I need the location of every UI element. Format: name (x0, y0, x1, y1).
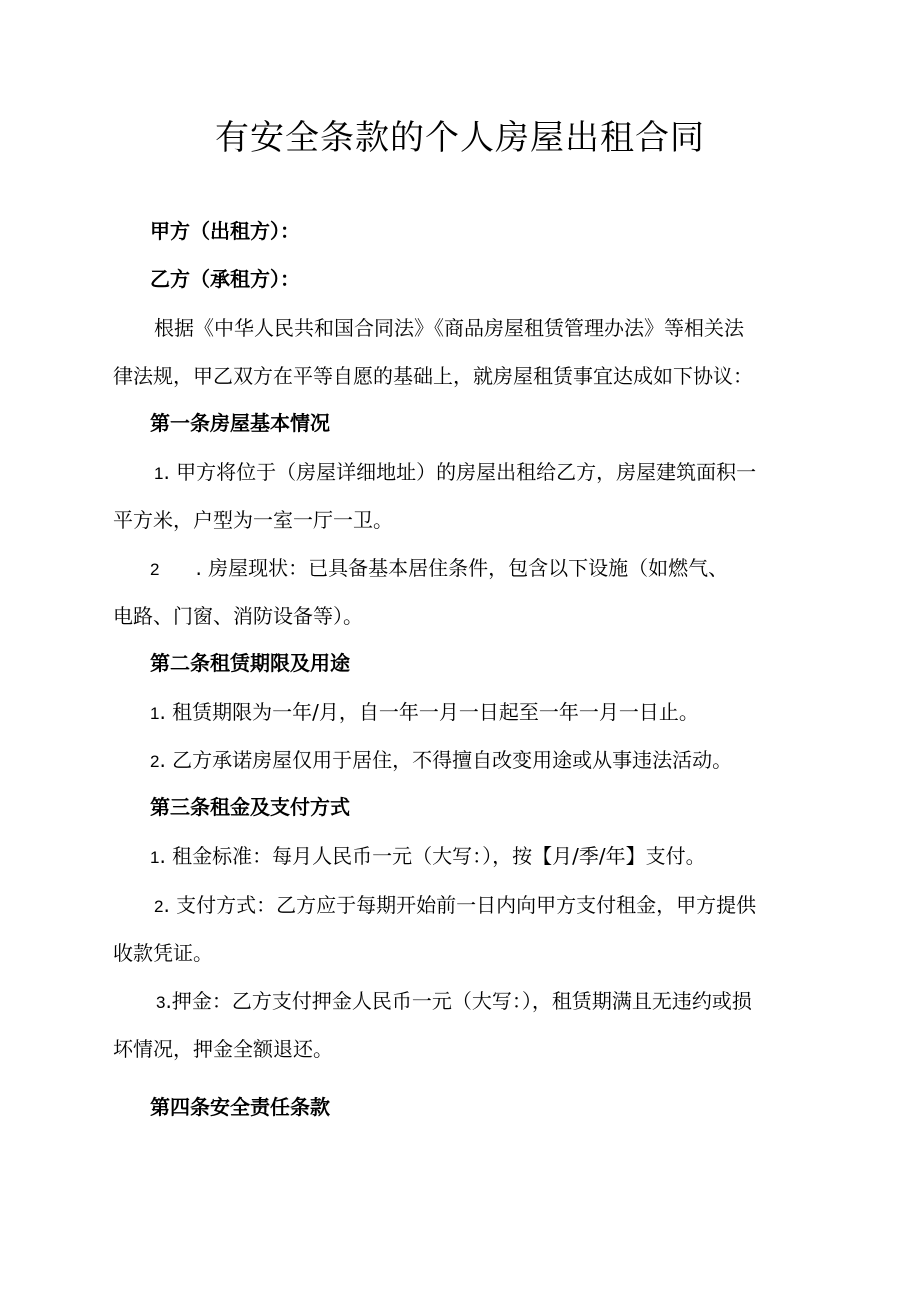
article-1-item-2-continued: 电路、门窗、消防设备等）。 (113, 604, 363, 628)
item-text: . 租赁期限为一年/月，自一年一月一日起至一年一月一日止。 (159, 700, 699, 724)
article-1-item-1-continued: 平方米，户型为一室一厅一卫。 (113, 508, 393, 532)
item-number: 1 (150, 848, 160, 867)
article-1-item-1 (154, 457, 756, 489)
article-1-item-2 (150, 553, 728, 585)
document-title: 有安全条款的个人房屋出租合同 (215, 118, 705, 158)
article-3-item-1 (150, 841, 706, 873)
article-2-item-1 (150, 697, 699, 729)
item-text: . 房屋现状：已具备基本居住条件，包含以下设施（如燃气、 (195, 556, 729, 580)
item-text: . 乙方承诺房屋仅用于居住，不得擅自改变用途或从事违法活动。 (159, 748, 733, 772)
item-number: 2 (154, 897, 164, 916)
article-3-item-3-continued: 坏情况，押金全额退还。 (113, 1037, 333, 1061)
article-3-item-2 (154, 890, 756, 922)
article-4-heading: 第四条安全责任条款 (150, 1095, 330, 1119)
article-1-heading: 第一条房屋基本情况 (150, 411, 330, 435)
party-b-label: 乙方（承租方）： (150, 267, 300, 291)
item-number: 1 (154, 464, 164, 483)
item-text: . 甲方将位于（房屋详细地址）的房屋出租给乙方，房屋建筑面积一 (163, 460, 757, 484)
article-2-heading: 第二条租赁期限及用途 (150, 651, 350, 675)
preamble-line-2: 律法规，甲乙双方在平等自愿的基础上，就房屋租赁事宜达成如下协议： (113, 364, 753, 388)
item-text: .押金：乙方支付押金人民币一元（大写：），租赁期满且无违约或损 (165, 989, 752, 1013)
article-3-item-2-continued: 收款凭证。 (113, 941, 213, 965)
preamble-line-1: 根据《中华人民共和国合同法》《商品房屋租赁管理办法》等相关法 (154, 316, 744, 340)
item-number: 3 (156, 993, 166, 1012)
item-text: . 支付方式：乙方应于每期开始前一日内向甲方支付租金，甲方提供 (163, 893, 757, 917)
item-text: . 租金标准：每月人民币一元（大写：），按【月/季/年】支付。 (159, 844, 706, 868)
item-number: 1 (150, 704, 160, 723)
item-number: 2 (150, 752, 160, 771)
article-3-item-3 (156, 986, 752, 1018)
party-a-label: 甲方（出租方）： (150, 219, 300, 243)
item-number: 2 (150, 560, 160, 579)
article-2-item-2 (150, 745, 732, 777)
article-3-heading: 第三条租金及支付方式 (150, 795, 350, 819)
